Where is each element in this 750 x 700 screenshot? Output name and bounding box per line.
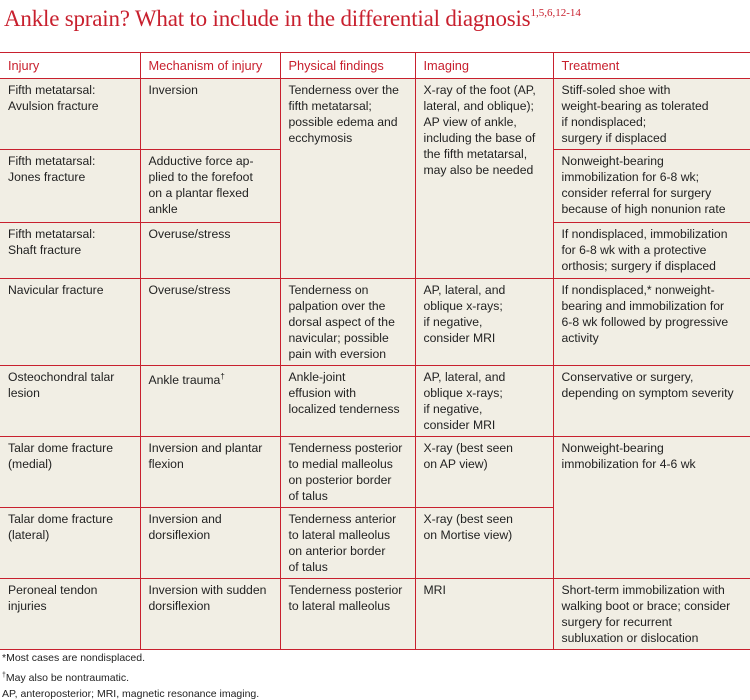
mechanism-cell: Ankle trauma† <box>140 366 280 437</box>
header-treatment: Treatment <box>553 53 750 79</box>
injury-cell: Fifth metatarsal: Shaft fracture <box>0 223 140 279</box>
mechanism-cell: Adductive force ap- plied to the forefoot on a plantar flexed ankle <box>140 150 280 223</box>
injury-cell: Osteochondral talar lesion <box>0 366 140 437</box>
findings-cell: Tenderness anterior to lateral malleolus on anterior border of talus <box>280 508 415 579</box>
injury-cell: Fifth metatarsal: Avulsion fracture <box>0 79 140 150</box>
treatment-cell: If nondisplaced, immobilization for 6-8 wk with a protective orthosis; surgery if displaced <box>553 223 750 279</box>
title-references: 1,5,6,12-14 <box>530 7 581 19</box>
imaging-cell: X-ray of the foot (AP, lateral, and oblique); AP view of ankle, including the base of the fifth metatarsal, may also be needed <box>415 79 553 279</box>
table-row <box>0 437 750 508</box>
findings-cell: Tenderness posterior to medial malleolus on posterior border of talus <box>280 437 415 508</box>
table-header-row <box>0 53 750 79</box>
header-mechanism: Mechanism of injury <box>140 53 280 79</box>
findings-cell: Ankle-joint effusion with localized tenderness <box>280 366 415 437</box>
injury-cell: Peroneal tendon injuries <box>0 579 140 650</box>
table-row <box>0 79 750 150</box>
table-row <box>0 366 750 437</box>
findings-cell: Tenderness on palpation over the dorsal aspect of the navicular; possible pain with eversion <box>280 279 415 366</box>
imaging-cell: X-ray (best seen on Mortise view) <box>415 508 553 579</box>
treatment-cell: If nondisplaced,* nonweight- bearing and immobilization for 6-8 wk followed by progressive activity <box>553 279 750 366</box>
footnote-nondisplaced: *Most cases are nondisplaced. <box>2 652 146 664</box>
injury-cell: Talar dome fracture (lateral) <box>0 508 140 579</box>
differential-diagnosis-table <box>0 52 750 650</box>
injury-cell: Talar dome fracture (medial) <box>0 437 140 508</box>
footnote-mark: † <box>220 372 225 381</box>
findings-cell: Tenderness over the fifth metatarsal; possible edema and ecchymosis <box>280 79 415 279</box>
footnote-abbreviations: AP, anteroposterior; MRI, magnetic resonance imaging. <box>2 688 260 700</box>
treatment-cell: Conservative or surgery, depending on symptom severity <box>553 366 750 437</box>
imaging-cell: MRI <box>415 579 553 650</box>
footnote-nontraumatic: †May also be nontraumatic. <box>2 672 130 684</box>
imaging-cell: AP, lateral, and oblique x-rays; if negative, consider MRI <box>415 279 553 366</box>
header-injury: Injury <box>0 53 140 79</box>
mechanism-cell: Inversion with sudden dorsiflexion <box>140 579 280 650</box>
mechanism-cell: Inversion and dorsiflexion <box>140 508 280 579</box>
mechanism-cell: Inversion <box>140 79 280 150</box>
table-row <box>0 279 750 366</box>
injury-cell: Navicular fracture <box>0 279 140 366</box>
treatment-cell: Short-term immobilization with walking boot or brace; consider surgery for recurrent subluxation or dislocation <box>553 579 750 650</box>
injury-cell: Fifth metatarsal: Jones fracture <box>0 150 140 223</box>
header-physical-findings: Physical findings <box>280 53 415 79</box>
findings-cell: Tenderness posterior to lateral malleolus <box>280 579 415 650</box>
mechanism-cell: Overuse/stress <box>140 223 280 279</box>
treatment-cell: Nonweight-bearing immobilization for 4-6 wk <box>553 437 750 579</box>
treatment-cell: Stiff-soled shoe with weight-bearing as tolerated if nondisplaced; surgery if displaced <box>553 79 750 150</box>
table-row <box>0 579 750 650</box>
page-title: Ankle sprain? What to include in the differential diagnosis$^{1,5,6,12-14}$ <box>4 6 581 31</box>
mechanism-cell: Inversion and plantar flexion <box>140 437 280 508</box>
treatment-cell: Nonweight-bearing immobilization for 6-8 wk; consider referral for surgery because of high nonunion rate <box>553 150 750 223</box>
header-imaging: Imaging <box>415 53 553 79</box>
imaging-cell: AP, lateral, and oblique x-rays; if negative, consider MRI <box>415 366 553 437</box>
mechanism-cell: Overuse/stress <box>140 279 280 366</box>
imaging-cell: X-ray (best seen on AP view) <box>415 437 553 508</box>
